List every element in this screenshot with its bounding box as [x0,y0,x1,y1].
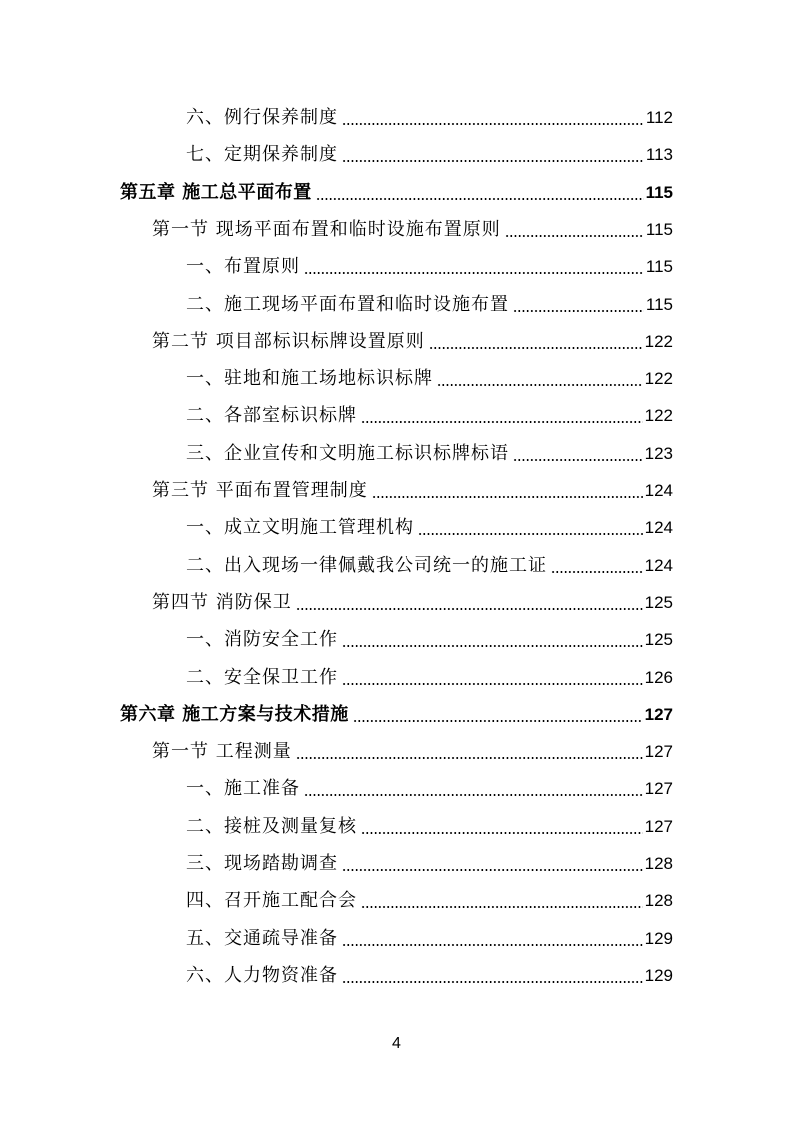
toc-entry-title: 一、消防安全工作 [186,629,338,651]
toc-entry-section[interactable] [152,735,673,763]
toc-entry-item[interactable] [186,772,673,800]
toc-entry-title: 一、施工准备 [186,778,300,800]
toc-entry-title: 二、各部室标识标牌 [186,405,357,427]
toc-entry-item[interactable] [186,959,673,987]
toc-entry-page-number: 115 [645,294,673,314]
toc-entry-page-number: 127 [644,742,673,762]
toc-entry-page-number: 127 [644,779,673,799]
dot-leader [342,645,643,647]
dot-leader [353,720,643,722]
toc-entry-page-number: 124 [644,481,673,500]
toc-entry-item[interactable] [186,399,673,427]
dot-leader [342,981,643,983]
toc-entry-title: 六、例行保养制度 [186,107,338,128]
toc-entry-page-number: 127 [644,816,673,836]
toc-entry-page-number: 112 [645,108,673,127]
toc-entry-title: 第二节 项目部标识标牌设置原则 [152,330,425,352]
toc-entry-page-number: 115 [645,219,673,239]
toc-entry-page-number: 124 [644,518,673,538]
toc-entry-title: 第六章 施工方案与技术措施 [120,703,349,725]
toc-entry-page-number: 122 [644,331,673,351]
toc-entry-title: 第五章 施工总平面布置 [120,181,312,203]
toc-entry-item[interactable] [186,288,673,316]
toc-entry-page-number: 126 [644,667,673,687]
dot-leader [361,832,643,834]
toc-entry-item[interactable] [186,661,673,689]
toc-entry-title: 一、驻地和施工场地标识标牌 [186,368,433,390]
toc-entry-item[interactable] [186,623,673,651]
toc-entry-title: 二、出入现场一律佩戴我公司统一的施工证 [186,554,547,576]
toc-entry-page-number: 128 [644,891,673,911]
dot-leader [361,421,643,423]
toc-entry-chapter[interactable] [120,698,673,726]
dot-leader [513,310,644,312]
toc-entry-page-number: 129 [644,965,673,985]
toc-entry-item[interactable] [186,810,673,838]
toc-entry-page-number: 122 [644,369,673,389]
dot-leader [437,384,643,386]
dot-leader [429,347,643,349]
dot-leader [304,794,643,796]
toc-entry-page-number: 123 [644,443,673,463]
toc-entry-item[interactable] [186,847,673,875]
toc-entry-page-number: 115 [645,182,673,202]
toc-entry-item[interactable] [186,511,673,539]
toc-entry-title: 二、安全保卫工作 [186,666,338,688]
dot-leader [296,608,643,610]
dot-leader [296,757,643,759]
dot-leader [342,869,643,871]
dot-leader [342,683,643,685]
toc-entry-title: 五、交通疏导准备 [186,927,338,949]
toc-entry-title: 三、现场踏勘调查 [186,853,338,874]
dot-leader [316,198,644,200]
toc-entry-page-number: 127 [644,704,673,724]
toc-entry-section[interactable] [152,325,673,353]
toc-entry-title: 第一节 工程测量 [152,741,292,763]
toc-entry-title: 第三节 平面布置管理制度 [152,480,368,501]
toc-entry-title: 六、人力物资准备 [186,964,338,986]
toc-entry-page-number: 125 [644,630,673,650]
dot-leader [342,123,644,125]
toc-entry-item[interactable] [186,101,673,129]
toc-entry-page-number: 122 [644,406,673,426]
toc-entry-item[interactable] [186,884,673,912]
toc-entry-item[interactable] [186,250,673,278]
toc-entry-chapter[interactable] [120,176,673,204]
toc-entry-title: 三、企业宣传和文明施工标识标牌标语 [186,442,509,464]
dot-leader [342,160,644,162]
dot-leader [551,571,643,573]
toc-entry-page-number: 125 [644,592,673,612]
dot-leader [361,906,643,908]
toc-entry-item[interactable] [186,362,673,390]
toc-entry-item[interactable] [186,922,673,950]
toc-entry-section[interactable] [152,474,673,502]
toc-entry-title: 一、成立文明施工管理机构 [186,517,414,539]
toc-entry-page-number: 124 [644,555,673,575]
toc-entry-item[interactable] [186,437,673,465]
toc-entry-title: 二、接桩及测量复核 [186,815,357,837]
dot-leader [304,272,644,274]
toc-entry-section[interactable] [152,586,673,614]
toc-entry-page-number: 113 [645,145,673,165]
toc-entry-page-number: 115 [645,257,673,277]
dot-leader [342,944,643,946]
dot-leader [418,533,643,535]
toc-entry-page-number: 128 [644,854,673,873]
toc-entry-title: 四、召开施工配合会 [186,890,357,912]
toc-entry-item[interactable] [186,549,673,577]
toc-entry-title: 第一节 现场平面布置和临时设施布置原则 [152,218,501,240]
toc-entry-item[interactable] [186,138,673,166]
page-number: 4 [392,1035,401,1052]
toc-entry-title: 一、布置原则 [186,256,300,278]
toc-entry-title: 第四节 消防保卫 [152,591,292,613]
dot-leader [513,459,643,461]
toc-entry-title: 二、施工现场平面布置和临时设施布置 [186,293,509,315]
toc-entry-page-number: 129 [644,928,673,948]
toc-entry-title: 七、定期保养制度 [186,144,338,166]
dot-leader [505,235,644,237]
toc-entry-section[interactable] [152,213,673,241]
dot-leader [372,496,643,498]
